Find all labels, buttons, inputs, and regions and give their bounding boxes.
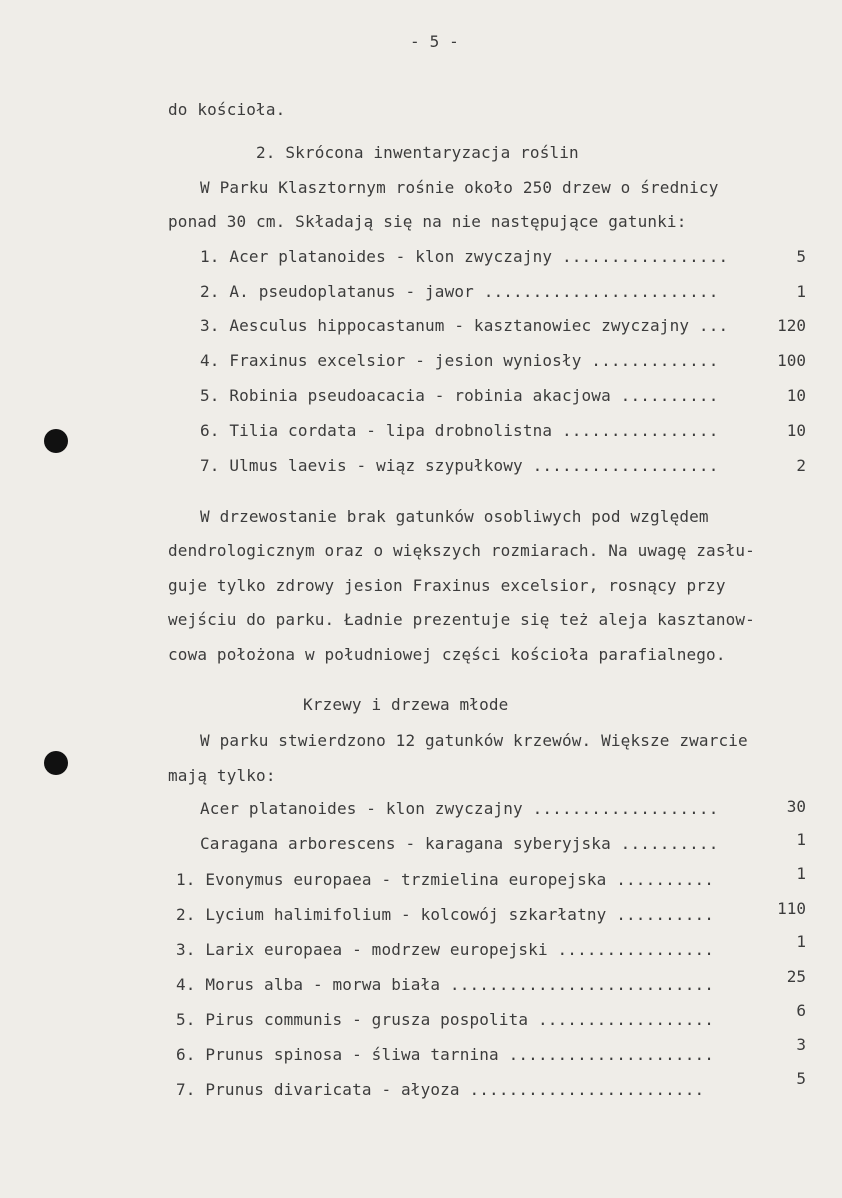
continuation-line: do kościoła. (168, 100, 286, 119)
tree-list-item: 6. Tilia cordata - lipa drobnolistna ................ (200, 421, 719, 440)
tree-list-item: 4. Fraxinus excelsior - jesion wyniosły ............. (200, 351, 719, 370)
paragraph-line: cowa położona w południowej części kościoła parafialnego. (168, 645, 726, 664)
tree-list-item: 7. Ulmus laevis - wiąz szypułkowy ................... (200, 456, 719, 475)
tree-count: 10 (786, 386, 806, 405)
intro-line: ponad 30 cm. Składają się na nie następujące gatunki: (168, 212, 687, 231)
tree-count: 2 (796, 456, 806, 475)
shrub-list-item: 4. Morus alba - morwa biała ........................... (176, 975, 715, 994)
shrub-count: 110 (777, 899, 806, 918)
shrub-count: 25 (786, 967, 806, 986)
section-heading: 2. Skrócona inwentaryzacja roślin (256, 143, 579, 162)
tree-count: 5 (796, 247, 806, 266)
shrub-count: 6 (796, 1001, 806, 1020)
page-number: - 5 - (410, 32, 459, 51)
shrub-list-item: 6. Prunus spinosa - śliwa tarnina ..................... (176, 1045, 715, 1064)
shrubs-intro-line: W parku stwierdzono 12 gatunków krzewów. Większe zwarcie (200, 731, 748, 750)
shrub-list-item: 2. Lycium halimifolium - kolcowój szkarłatny .......... (176, 905, 715, 924)
shrub-count: 1 (796, 864, 806, 883)
shrub-list-item: 7. Prunus divaricata - ałyoza ........................ (176, 1080, 705, 1099)
paragraph-line: guje tylko zdrowy jesion Fraxinus excelsior, rosnący przy (168, 576, 726, 595)
shrub-count: 30 (786, 797, 806, 816)
shrub-count: 1 (796, 830, 806, 849)
shrub-list-item: 3. Larix europaea - modrzew europejski ................ (176, 940, 715, 959)
shrubs-heading: Krzewy i drzewa młode (303, 695, 509, 714)
paragraph-line: dendrologicznym oraz o większych rozmiarach. Na uwagę zasłu- (168, 541, 755, 560)
tree-list-item: 2. A. pseudoplatanus - jawor ........................ (200, 282, 719, 301)
shrub-count: 1 (796, 932, 806, 951)
shrub-list-item: Caragana arborescens - karagana syberyjska .......... (200, 834, 719, 853)
paragraph-line: wejściu do parku. Ładnie prezentuje się też aleja kasztanow- (168, 610, 755, 629)
shrub-list-item: 1. Evonymus europaea - trzmielina europejska .......... (176, 870, 715, 889)
tree-list-item: 5. Robinia pseudoacacia - robinia akacjowa .......... (200, 386, 719, 405)
paragraph-line: W drzewostanie brak gatunków osobliwych pod względem (200, 507, 709, 526)
tree-count: 100 (777, 351, 806, 370)
tree-list-item: 1. Acer platanoides - klon zwyczajny ................. (200, 247, 729, 266)
shrub-list-item: 5. Pirus communis - grusza pospolita .................. (176, 1010, 715, 1029)
tree-list-item: 3. Aesculus hippocastanum - kasztanowiec zwyczajny ... (200, 316, 729, 335)
shrub-count: 5 (796, 1069, 806, 1088)
punch-hole (44, 429, 68, 453)
shrub-list-item: Acer platanoides - klon zwyczajny ................... (200, 799, 719, 818)
tree-count: 120 (777, 316, 806, 335)
tree-count: 1 (796, 282, 806, 301)
shrub-count: 3 (796, 1035, 806, 1054)
intro-line: W Parku Klasztornym rośnie około 250 drzew o średnicy (200, 178, 719, 197)
punch-hole (44, 751, 68, 775)
shrubs-intro-line: mają tylko: (168, 766, 276, 785)
tree-count: 10 (786, 421, 806, 440)
